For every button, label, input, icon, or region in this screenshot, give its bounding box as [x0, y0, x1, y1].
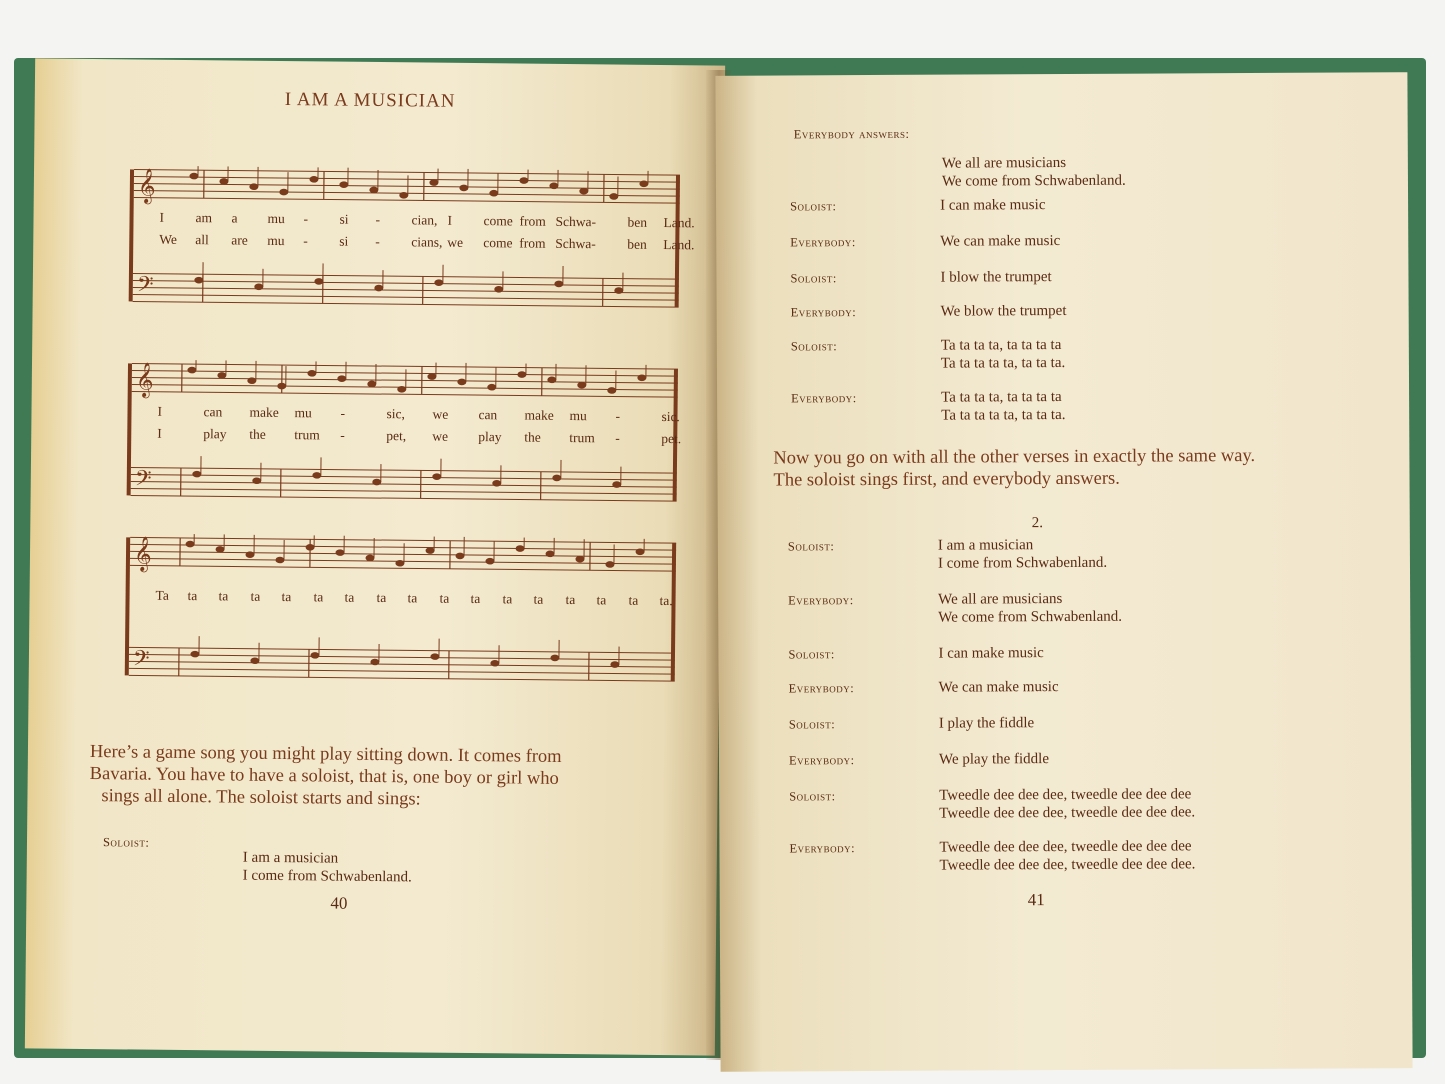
lyric-syllable: make — [524, 407, 554, 423]
dialog-line: Ta ta ta ta, ta ta ta ta — [940, 337, 1062, 354]
speaker-label: Everybody: — [789, 841, 856, 856]
lyric-syllable: ta — [596, 592, 607, 608]
dialog-line: Ta ta ta ta ta, ta ta ta. — [940, 354, 1066, 372]
lyric-syllable: we — [432, 406, 449, 422]
lyric-syllable: trum — [294, 427, 320, 443]
lyric-syllable: si — [339, 233, 349, 249]
lyric-syllable: cians, — [411, 234, 443, 250]
lyric-syllable: - — [340, 427, 345, 443]
lyric-syllable: a — [231, 210, 238, 226]
dialog-line: I come from Schwabenland. — [242, 867, 412, 886]
lyric-syllable: - — [303, 233, 308, 249]
dialog-line: Ta ta ta ta, ta ta ta ta — [941, 389, 1062, 406]
prose-line: The soloist sings first, and everybody answers. — [773, 468, 1120, 491]
speaker-label: Soloist: — [102, 835, 150, 850]
dialog-lines — [940, 232, 1060, 251]
lyric-syllable: - — [340, 405, 346, 421]
dialog-lines — [941, 302, 1067, 321]
lyric-syllable: make — [249, 404, 279, 420]
speaker-label: Soloist: — [787, 539, 835, 554]
lyric-syllable: ta — [533, 591, 544, 607]
dialog-lines — [938, 590, 1122, 627]
instructions-paragraph — [773, 444, 1393, 491]
dialog-lines — [938, 644, 1043, 663]
intro-paragraph — [89, 741, 700, 813]
lyric-syllable: pet, — [386, 428, 407, 444]
dialog-line: We play the fiddle — [938, 751, 1050, 768]
dialog-line: We blow the trumpet — [940, 302, 1067, 320]
speaker-label: Soloist: — [788, 647, 835, 662]
lyric-syllable: ta — [218, 588, 229, 604]
dialog-lines — [939, 785, 1195, 822]
lyric-syllable: are — [231, 232, 248, 248]
lyric-syllable: mu — [569, 408, 587, 424]
treble-clef-icon: 𝄞 — [137, 168, 156, 204]
lyric-syllable: ta — [187, 588, 198, 604]
speaker-label: Everybody: — [790, 235, 856, 250]
speaker-label: Soloist: — [790, 271, 837, 286]
dialog-lines — [939, 837, 1195, 874]
dialog-lines — [941, 336, 1065, 373]
lyric-syllable: ta — [313, 589, 324, 605]
lyric-syllable: ta. — [659, 592, 673, 609]
lyric-syllable: - — [591, 236, 596, 252]
lyric-syllable: I — [447, 212, 453, 228]
lyric-syllable: ben — [627, 236, 647, 252]
dialog-line: I can make music — [938, 645, 1044, 662]
dialog-line: Ta ta ta ta ta, ta ta ta. — [941, 406, 1066, 424]
music-system-1 — [122, 165, 695, 331]
lyric-syllable: I — [159, 209, 165, 225]
speaker-label: Soloist: — [788, 717, 836, 732]
page-number: 41 — [1027, 890, 1045, 910]
lyric-syllable: can — [478, 407, 498, 423]
song-title: I AM A MUSICIAN — [284, 89, 456, 112]
lyric-syllable: ta — [376, 590, 387, 606]
prose-line: sings all alone. The soloist starts and sings: — [101, 786, 421, 810]
speaker-label: Soloist: — [789, 789, 836, 804]
music-system-3 — [119, 533, 681, 699]
lyric-syllable: ta — [281, 589, 292, 605]
lyric-syllable: the — [249, 426, 266, 442]
bass-clef-icon: 𝄢 — [134, 466, 152, 497]
speaker-label: Soloist: — [790, 199, 837, 214]
lyric-syllable: ben — [627, 214, 648, 230]
speaker-label: Everybody: — [788, 681, 855, 696]
dialog-line: Tweedle dee dee dee, tweedle dee dee dee — [939, 786, 1192, 804]
lyric-syllable: mu — [267, 232, 285, 249]
lyric-syllable: ta — [407, 590, 418, 606]
dialog-lines — [941, 388, 1065, 425]
lyric-syllable: play — [203, 426, 227, 442]
lyric-syllable: play — [478, 429, 502, 445]
lyric-syllable: ta — [344, 589, 355, 605]
speaker-label: Everybody: — [788, 593, 854, 608]
dialog-lines — [938, 536, 1107, 573]
lyric-syllable: ta — [250, 588, 261, 604]
dialog-line: I blow the trumpet — [940, 269, 1052, 286]
lyric-syllable: Schwa — [555, 213, 592, 230]
lyric-syllable: am — [195, 210, 213, 226]
lyric-syllable: ta — [502, 591, 513, 607]
speaker-label: Everybody: — [790, 305, 857, 320]
lyric-syllable: from — [519, 213, 546, 229]
lyric-syllable: - — [591, 214, 597, 230]
lyric-syllable: we — [447, 234, 464, 250]
dialog-line: Tweedle dee dee dee, tweedle dee dee dee — [939, 838, 1192, 856]
bass-clef-icon: 𝄢 — [136, 272, 154, 303]
dialog-lines — [243, 849, 412, 887]
dialog-line: I play the fiddle — [938, 715, 1035, 732]
lyric-syllable: come — [483, 235, 513, 251]
dialog-line: I come from Schwabenland. — [937, 554, 1108, 572]
prose-line: Here’s a game song you might play sitting down. It comes from — [89, 742, 562, 767]
lyric-syllable: I — [157, 403, 163, 419]
lyric-syllable: can — [203, 404, 223, 420]
lyric-syllable: I — [157, 425, 162, 441]
lyric-syllable: sic. — [661, 408, 680, 425]
dialog-lines — [939, 750, 1049, 769]
lyric-syllable: We — [159, 231, 178, 247]
prose-line: Now you go on with all the other verses in exactly the same way. — [773, 445, 1256, 469]
lyric-syllable: ta — [565, 591, 576, 608]
lyric-syllable: the — [524, 429, 541, 445]
page-left — [25, 58, 725, 1055]
lyric-syllable: mu — [294, 405, 312, 421]
intro-lines — [942, 154, 1126, 191]
lyric-syllable: - — [375, 233, 380, 250]
dialog-line: I can make music — [940, 197, 1046, 214]
lyric-syllable: ta — [628, 592, 639, 608]
lyric-syllable: from — [519, 235, 546, 251]
page-right — [715, 72, 1412, 1072]
staff-graphic — [119, 533, 681, 699]
speaker-label: Everybody: — [788, 753, 855, 768]
dialog-lines — [940, 268, 1051, 287]
page-number: 40 — [330, 893, 348, 913]
lyric-syllable: sic, — [386, 406, 405, 422]
lyric-syllable: ta — [470, 591, 481, 607]
verse-number: 2. — [1031, 515, 1044, 532]
lyric-syllable: ta — [439, 590, 450, 606]
lyric-syllable: cian, — [411, 212, 438, 228]
dialog-line: I am a musician — [242, 849, 339, 867]
lyric-syllable: - — [303, 211, 309, 227]
lyric-syllable: Land. — [663, 215, 695, 231]
dialog-lines — [939, 678, 1059, 697]
lyric-syllable: si — [339, 211, 349, 227]
lyric-syllable: - — [375, 211, 381, 228]
speaker-label: Soloist: — [790, 339, 838, 354]
dialog-line: I am a musician — [937, 537, 1034, 554]
dialog-line: Tweedle dee dee dee, tweedle dee dee dee. — [939, 856, 1196, 874]
dialog-line: We come from Schwabenland. — [938, 608, 1123, 626]
dialog-line: We all are musicians — [938, 591, 1063, 608]
prose-line: Bavaria. You have to have a soloist, that is, one boy or girl who — [89, 764, 559, 789]
lyric-syllable: - — [615, 430, 620, 446]
lyric-syllable: trum — [569, 430, 595, 446]
treble-clef-icon: 𝄞 — [135, 362, 154, 398]
lyric-syllable: pet. — [661, 430, 682, 447]
lyric-syllable: mu — [267, 210, 285, 227]
dialog-line: We all are musicians — [941, 154, 1067, 172]
lyric-syllable: all — [195, 232, 209, 248]
treble-clef-icon: 𝄞 — [133, 536, 152, 572]
bass-clef-icon: 𝄢 — [132, 646, 150, 677]
lyric-syllable: Ta — [155, 587, 169, 603]
lyric-syllable: - — [615, 408, 621, 424]
dialog-lines — [939, 714, 1034, 732]
dialog-line: We can make music — [938, 679, 1059, 696]
lyric-syllable: Land. — [663, 237, 695, 253]
music-system-2 — [120, 359, 682, 525]
dialog-line: Tweedle dee dee dee, tweedle dee dee dee. — [939, 804, 1196, 822]
lyric-syllable: come — [483, 213, 513, 229]
dialog-line: We can make music — [940, 233, 1061, 250]
lyric-syllable: we — [432, 428, 449, 444]
intro-label: Everybody answers: — [793, 126, 910, 142]
lyric-syllable: Schwa — [555, 235, 592, 252]
dialog-line: We come from Schwabenland. — [941, 172, 1126, 190]
speaker-label: Everybody: — [791, 391, 857, 406]
dialog-lines — [940, 196, 1045, 215]
